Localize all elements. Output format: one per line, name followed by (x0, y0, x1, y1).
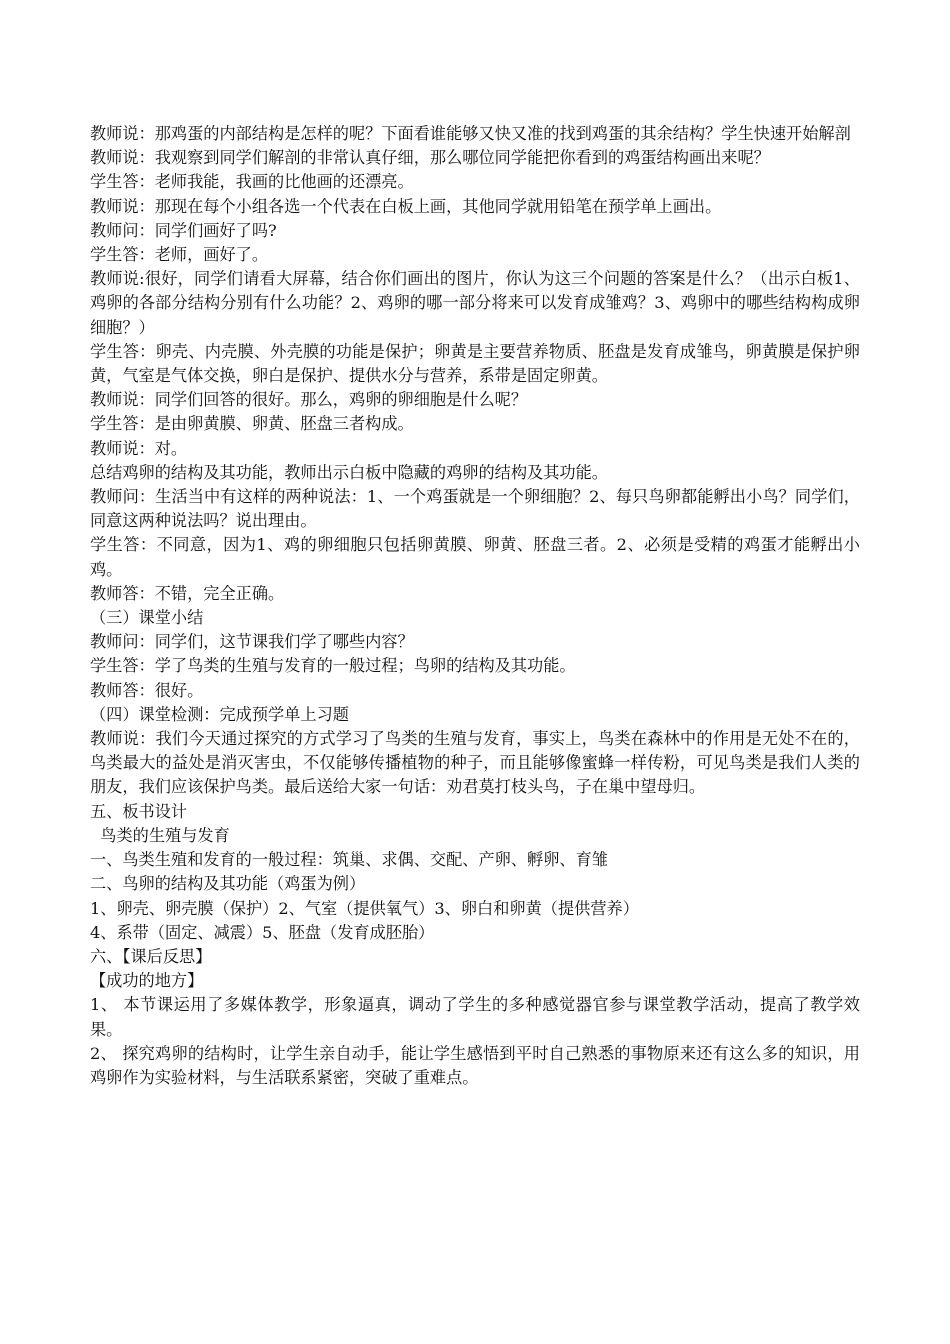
section-heading: 六、【课后反思】 (90, 946, 212, 966)
section-heading: （四）课堂检测：完成预学单上习题 (90, 704, 349, 724)
paragraph: 学生答：老师，画好了。 (90, 245, 269, 265)
paragraph: 学生答：卵壳、内壳膜、外壳膜的功能是保护；卵黄是主要营养物质、胚盘是发育成雏鸟，卵黄膜是保护卵黄，气室是气体交换，卵白是保护、提供水分与营养，系带是固定卵黄。 (90, 341, 860, 386)
board-line: 4、系带（固定、减震）5、胚盘（发育成胚胎） (90, 922, 435, 942)
paragraph: 教师说：我们今天通过探究的方式学习了鸟类的生殖与发育，事实上，鸟类在森林中的作用是无处不在的，鸟类最大的益处是消灭害虫，不仅能够传播植物的种子，而且能够像蜜蜂一样传粉，可见鸟类是我们人类的朋友，我们应该保护鸟类。最后送给大家一句话：劝君莫打枝头鸟，子在巢中望母归。 (90, 729, 860, 797)
subsection-heading: 【成功的地方】 (90, 971, 204, 991)
section-heading: （三）课堂小结 (90, 608, 204, 628)
paragraph: 教师说：那现在每个小组各选一个代表在白板上画，其他同学就用铅笔在预学单上画出。 (90, 196, 722, 216)
paragraph: 教师答：不错，完全正确。 (90, 583, 285, 603)
paragraph: 教师问：同学们，这节课我们学了哪些内容？ (90, 632, 414, 652)
paragraph: 总结鸡卵的结构及其功能，教师出示白板中隐藏的鸡卵的结构及其功能。 (90, 462, 608, 482)
paragraph: 学生答：学了鸟类的生殖与发育的一般过程；鸟卵的结构及其功能。 (90, 656, 576, 676)
paragraph: 教师说：那鸡蛋的内部结构是怎样的呢？下面看谁能够又快又准的找到鸡蛋的其余结构？学生快速开始解剖 (90, 124, 851, 143)
paragraph: 教师说：我观察到同学们解剖的非常认真仔细，那么哪位同学能把你看到的鸡蛋结构画出来呢？ (90, 148, 770, 168)
paragraph: 学生答：老师我能，我画的比他画的还漂亮。 (90, 172, 414, 192)
reflection-item: 1、 本节课运用了多媒体教学，形象逼真，调动了学生的多种感觉器官参与课堂教学活动，提高了教学效果。 (90, 995, 860, 1039)
paragraph: 学生答：是由卵黄膜、卵黄、胚盘三者构成。 (90, 414, 414, 434)
paragraph: 教师问：同学们画好了吗? (90, 220, 277, 240)
section-heading: 五、板书设计 (90, 801, 188, 821)
paragraph: 教师问：生活当中有这样的两种说法：1、一个鸡蛋就是一个卵细胞？2、每只鸟卵都能孵出小鸟？同学们，同意这两种说法吗？说出理由。 (90, 487, 860, 531)
paragraph: 教师答：很好。 (90, 680, 204, 700)
paragraph: 学生答：不同意，因为1、鸡的卵细胞只包括卵黄膜、卵黄、胚盘三者。2、必须是受精的鸡蛋才能孵出小鸡。 (90, 535, 860, 579)
board-title: 鸟类的生殖与发育 (90, 825, 230, 845)
paragraph: 教师说:很好，同学们请看大屏幕，结合你们画出的图片，你认为这三个问题的答案是什么？（出示白板1、鸡卵的各部分结构分别有什么功能？2、鸡卵的哪一部分将来可以发育成雏鸡？3、鸡卵中的哪些结构构成卵细胞？） (90, 269, 860, 337)
board-line: 二、鸟卵的结构及其功能（鸡蛋为例） (90, 874, 366, 894)
board-line: 一、鸟类生殖和发育的一般过程：筑巢、求偶、交配、产卵、孵卵、育雏 (90, 850, 608, 870)
board-line: 1、卵壳、卵壳膜（保护）2、气室（提供氧气）3、卵白和卵黄（提供营养） (90, 898, 639, 918)
paragraph: 教师说：同学们回答的很好。那么，鸡卵的卵细胞是什么呢？ (90, 390, 528, 410)
paragraph: 教师说：对。 (90, 438, 188, 458)
reflection-item: 2、 探究鸡卵的结构时，让学生亲自动手，能让学生感悟到平时自己熟悉的事物原来还有这么多的知识，用鸡卵作为实验材料，与生活联系紧密，突破了重难点。 (90, 1043, 860, 1087)
